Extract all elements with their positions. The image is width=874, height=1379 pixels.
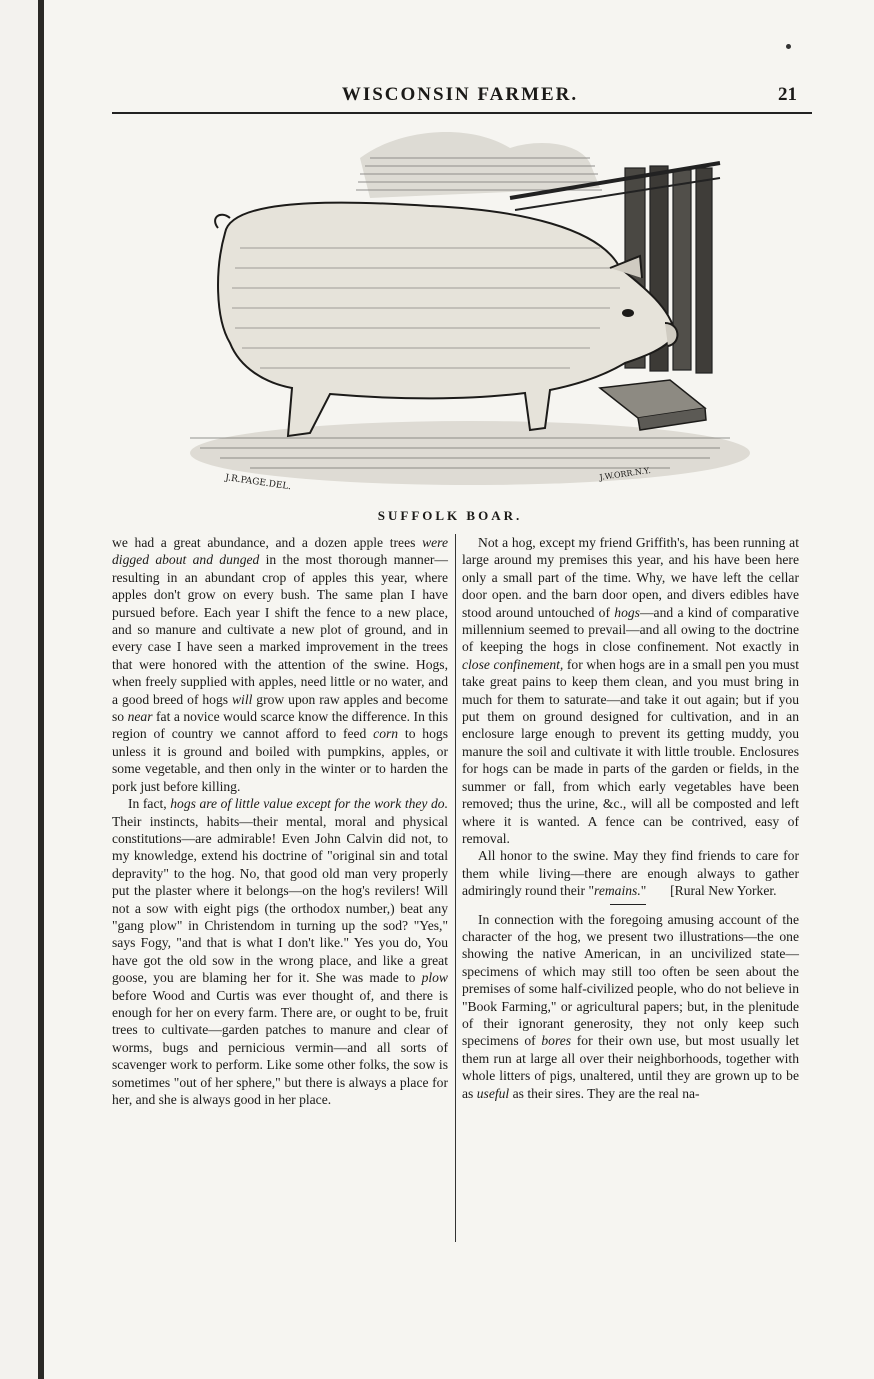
text-run: we had a great abundance, and a dozen apple trees [112, 535, 423, 550]
text-run: All honor to the swine. May they find friends to care for them while living—there are enough always to gather admiringly round their " [462, 848, 799, 899]
running-title: WISCONSIN FARMER. [341, 84, 579, 105]
text-run: —and a kind of comparative millennium seemed to prevail—and all owing to the doctrine of keeping the hogs in close confinement. Not exactly in [462, 604, 799, 655]
text-run: grow upon raw apples and become so [112, 691, 448, 725]
boar [215, 203, 677, 436]
paragraph [462, 911, 799, 1102]
italic-run: corn [373, 726, 399, 742]
text-run: before Wood and Curtis was ever thought of, and there is enough for her on every farm. There are, or ought to be, fruit trees to cultivate—garden patches to manure and clear of worms, bugs and pernicious vermin—and all sorts of scavenger work to perform. Like some other folks, the sow is sometimes "out of her sphere," but there is always a place for her, and she is always good in her place. [112, 987, 448, 1107]
section-rule [610, 904, 646, 905]
page-number: 21 [778, 84, 797, 105]
left-margin-strip [0, 0, 38, 1379]
column-divider [455, 534, 456, 1242]
article-column-left [112, 534, 448, 1108]
italic-run: near [127, 709, 153, 725]
text-run: fat a novice would scarce know the difference. In this region of country we cannot afford to feed [112, 709, 448, 742]
ground [190, 421, 750, 485]
italic-run: were digged about and dunged [112, 535, 448, 568]
source-attribution: [Rural New Yorker. [670, 883, 777, 899]
text-run: Their instincts, habits—their mental, moral and physical constitutions—are admirable! Even John Calvin did not, to my knowledge, extend his doctrine of "original sin and total depravity" to the hog. No, that good old man very properly put the plaster where it belongs—on the hog's revilers! Will not a sow with eight pigs (the orthodox number,) beat any "gang plow" in Christendom in turning up the sod? "Yes," says Fogy, "and that is what I don't like." Yes you do, You have got the old sow in the wrong place, and like a great goose, you are blaming her for it. She was made to [112, 813, 448, 986]
text-run: as their sires. They are the real na- [509, 1085, 700, 1101]
trough [600, 380, 706, 430]
suffolk-boar-engraving [170, 118, 750, 503]
engraver-signature: J.W.ORR.N.Y. [599, 465, 652, 482]
print-speck [786, 44, 791, 49]
article-column-right [462, 534, 799, 1102]
text-run: In connection with the foregoing amusing account of the character of the hog, we present two illustrations—the one showing the native American, in an uncivilized state—specimens of which may still too often be seen about the premises of some half-civilized people, who do not believe in "Book Farming," or agricultural papers; but, in the plenitude of their ignorant generosity, they not only keep such specimens of [462, 911, 799, 1049]
italic-run: close confinement, [462, 656, 564, 672]
italic-run: remains. [594, 883, 641, 899]
italic-run: hogs are of little value except for the work they do. [170, 796, 449, 812]
italic-run: hogs [614, 604, 640, 620]
paragraph [112, 534, 448, 795]
text-run: to hogs unless it is ground and boiled with pumpkins, apples, or some vegetable, and then only in the winter or to harden the pork just before killing. [112, 726, 448, 794]
text-run: in the most thorough manner—resulting in an abundant crop of apples this year, where apples don't grow on every bush. The same plan I have pursued before. Each year I shift the fence to a new place, and so manure and cultivate a new plot of ground, and in every case I have seen a marked improvement in the trees that were honored with the attention of the swine. Hogs, when freely supplied with apples, need little or no water, and a good breed of hogs [112, 552, 448, 707]
paragraph [462, 847, 799, 899]
italic-run: useful [476, 1085, 510, 1101]
text-run: " [640, 883, 647, 899]
italic-run: plow [421, 970, 448, 986]
italic-run: will [231, 691, 253, 707]
italic-run: bores [541, 1033, 572, 1049]
text-run: In fact, [128, 796, 171, 812]
artist-signature: J.R.PAGE.DEL. [224, 473, 292, 493]
paragraph [112, 795, 448, 1108]
illustration-caption: SUFFOLK BOAR. [377, 508, 523, 523]
text-run: for when hogs are in a small pen you must take great pains to keep them clean, and you must bring in much for them to saturate—and take it out again; but if you put them on ground designed for cultivation, and in an enclosure large enough to prevent its getting muddy, you manure the soil and cultivate it with little trouble. Enclosures for hogs can be made in parts of the garden or fields, in the summer or fall, from which early vegetables have been removed; thus the urine, &c., will all be composted and left where it is wanted. A fence can be contrived, easy of removal. [462, 656, 799, 846]
text-run: Not a hog, except my friend Griffith's, has been running at large around my premises this year, and his have been here only a small part of the time. Why, we have left the cellar door open. and the barn door open, and divers edibles have stood around untouched of [462, 535, 799, 620]
header-rule [112, 112, 812, 114]
paragraph [462, 534, 799, 847]
text-run: for their own use, but most usually let them run at large all over their neighborhoods, together with whole litters of pigs, unaltered, until they are grown up to be as [462, 1033, 800, 1101]
